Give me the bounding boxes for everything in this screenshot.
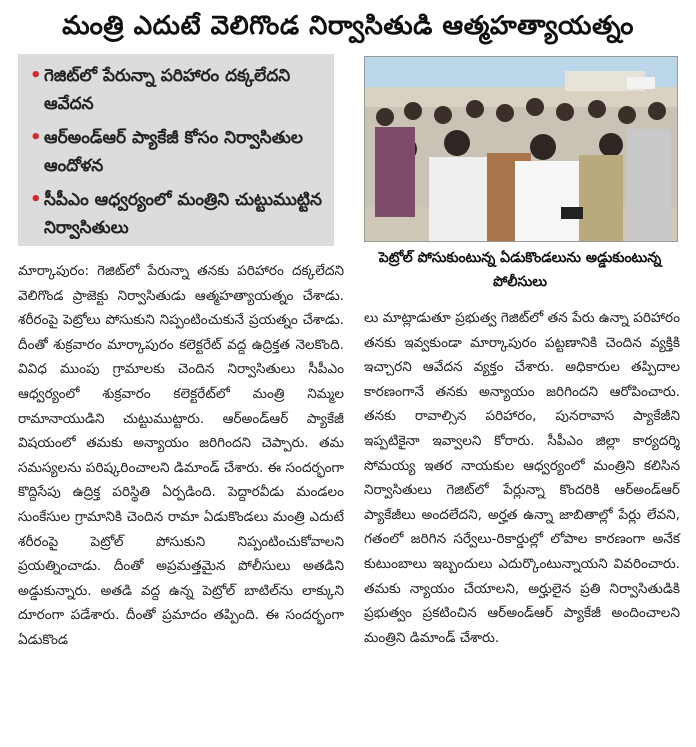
highlight-item: • సీపీఎం ఆధ్వర్యంలో మంత్రిని చుట్టుముట్టిన నిర్వాసితులు <box>30 186 328 242</box>
bullet-icon: • <box>30 189 42 210</box>
headline: మంత్రి ఎదుటే వెలిగొండ నిర్వాసితుడి ఆత్మహత్యాయత్నం <box>62 11 634 41</box>
highlight-item: • గెజిట్‌లో పేరున్నా పరిహారం దక్కలేదని ఆవేదన <box>30 62 328 118</box>
highlights-box <box>18 54 334 246</box>
photo-illustration <box>365 57 677 241</box>
bullet-icon: • <box>30 127 42 148</box>
news-photo <box>364 56 678 242</box>
article-column-left <box>18 259 344 745</box>
bullet-icon: • <box>30 65 42 86</box>
article-text: మార్కాపురం: గెజిట్‌లో పేరున్నా తనకు పరిహారం దక్కలేదని వెలిగొండ ప్రాజెక్టు నిర్వాసితుడు ఆత్మహత్యాయత్నం చేశాడు. శరీరంపై పెట్రోలు పోసుకుని నిప్పంటించుకునే ప్రయత్నం చేశాడు. దీంతో శుక్రవారం మార్కాపురం కలెక్టరేట్ వద్ద ఉద్రిక్తత నెలకొంది. వివిధ ముంపు గ్రామాలకు చెందిన నిర్వాసితులు సీపీఎం ఆధ్వర్యంలో శుక్రవారం కలెక్టరేట్‌లో మంత్రి నిమ్మల రామానాయుడిని చుట్టుముట్టారు. ఆర్‌అండ్‌ఆర్ ప్యాకేజీ విషయంలో తమకు అన్యాయం జరిగిందని చెప్పారు. తమ సమస్యలను పరిష్కరించాలని డిమాండ్ చేశారు. ఈ సందర్భంగా కొద్దిసేపు ఉద్రిక్త పరిస్థితి ఏర్పడింది. పెద్దారవీడు మండలం సుంకేసుల గ్రామానికి చెందిన రామా ఏడుకొండలు మంత్రి ఎదుటే శరీరంపై పెట్రోల్ పోసుకుని నిప్పంటించుకోవాలని ప్రయత్నించాడు. దీంతో అప్రమత్తమైన పోలీసులు అతడిని అడ్డుకున్నారు. అతడి వద్ద ఉన్న పెట్రోల్ బాటిల్‌ను లాక్కుని దూరంగా పడేశారు. దీంతో ప్రమాదం తప్పింది. ఈ సందర్భంగా ఏడుకొండ <box>18 263 344 648</box>
article-text: లు మాట్లాడుతూ ప్రభుత్వ గెజిట్‌లో తన పేరు ఉన్నా పరిహారం తనకు ఇవ్వకుండా మార్కాపురం పట్టణానికి చెందిన వ్యక్తికి ఇచ్చారని ఆవేదన వ్యక్తం చేశారు. అధికారుల తప్పిదాల కారణంగానే తనకు అన్యాయం జరిగిందని ఆరోపించారు. తనకు రావాల్సిన పరిహారం, పునరావాస ప్యాకేజీని ఇప్పటికైనా ఇవ్వాలని కోరారు. సీపీఎం జిల్లా కార్యదర్శి సోమయ్య ఇతర నాయకుల ఆధ్వర్యంలో మంత్రిని కలిసిన నిర్వాసితులు గెజిట్‌లో పేర్లున్నా కొందరికి ఆర్‌అండ్‌ఆర్ ప్యాకేజీలు అందలేదని, అర్హత ఉన్నా జాబితాల్లో పేర్లు లేవని, గతంలో జరిగిన సర్వేలు-రికార్డుల్లో లోపాల కారణంగా అనేక కుటుంబాలు ఇబ్బందులు ఎదుర్కొంటున్నాయని వివరించారు. తమకు న్యాయం చేయాలని, అర్హులైన ప్రతి నిర్వాసితుడికి ప్రభుత్వం ప్రకటించిన ఆర్‌అండ్‌ఆర్ ప్యాకేజీ అందించాలని మంత్రిని డిమాండ్ చేశారు. <box>364 310 680 646</box>
article-column-right <box>364 306 680 736</box>
highlight-item: • ఆర్‌అండ్‌ఆర్ ప్యాకేజీ కోసం నిర్వాసితుల ఆందోళన <box>30 124 328 180</box>
photo-caption: పెట్రోల్ పోసుకుంటున్న ఏడుకొండలును అడ్డుకుంటున్న పోలీసులు <box>378 250 662 290</box>
